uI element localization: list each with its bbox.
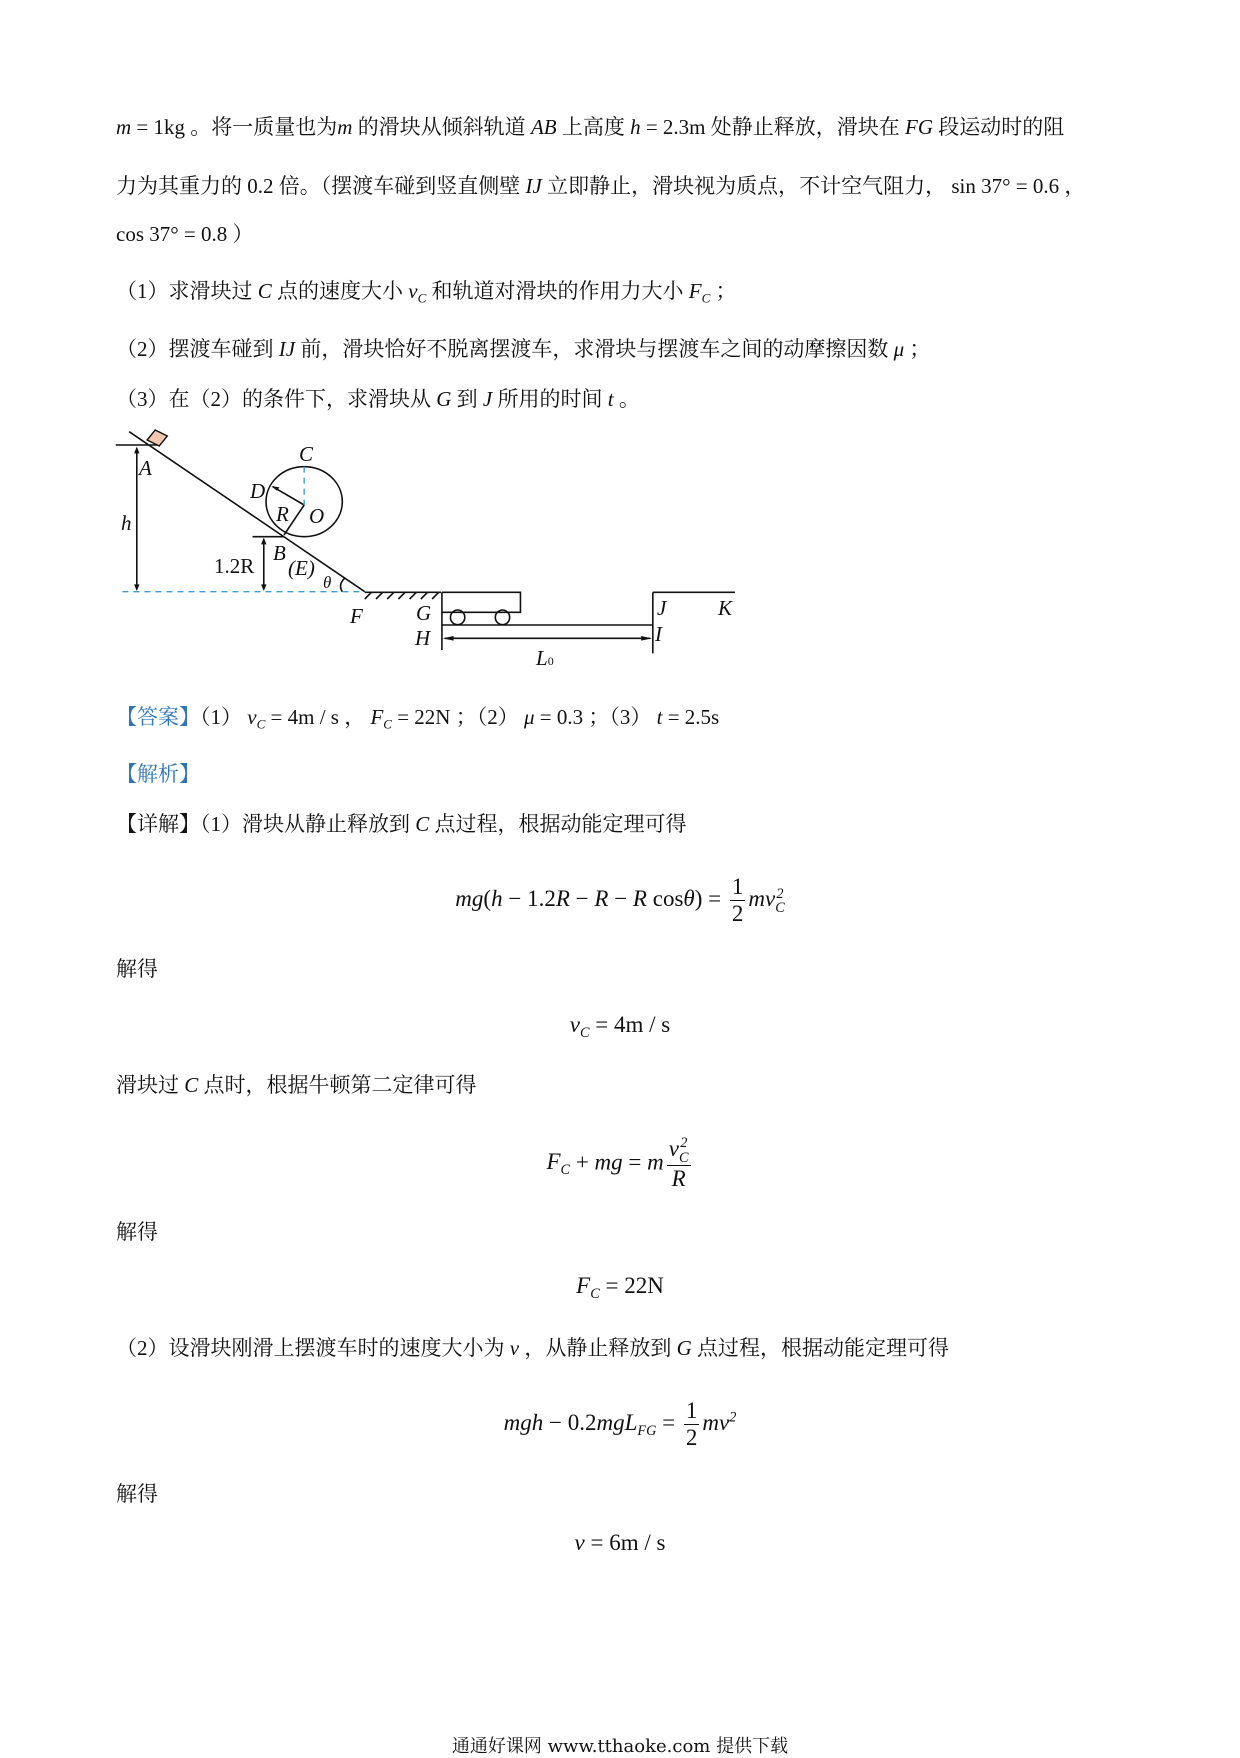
equation-v <box>0 1530 1240 1556</box>
text-segment <box>116 1336 510 1360</box>
arrowhead <box>261 584 266 591</box>
text-segment <box>543 1410 596 1435</box>
text-segment <box>492 387 608 411</box>
text-run: C <box>257 279 272 303</box>
text-run: v <box>247 705 257 729</box>
text-run: FG <box>905 115 934 139</box>
text-segment <box>265 705 370 729</box>
text-segment <box>337 115 352 139</box>
label-l0-main: L <box>536 646 548 670</box>
text-run: = 2.3m 处静止释放，滑块在 <box>640 115 906 139</box>
text-run: = <box>656 1410 681 1436</box>
text-segment <box>295 337 894 361</box>
text-segment <box>641 115 905 139</box>
text-segment <box>524 705 535 729</box>
text-segment <box>692 1336 949 1360</box>
text-segment <box>247 705 266 732</box>
subscript: C <box>256 716 266 732</box>
text-segment <box>436 387 451 411</box>
text-segment <box>200 705 247 729</box>
text-run: 解得 <box>116 1482 158 1506</box>
solve-label-2 <box>116 1218 158 1246</box>
text-run: mg <box>594 1149 623 1175</box>
text-run: （2）摆渡车碰到 <box>116 337 279 361</box>
sub-sup <box>679 1136 689 1165</box>
text-segment <box>904 337 930 361</box>
text-segment <box>662 705 719 729</box>
fraction <box>684 1398 700 1452</box>
text-segment <box>370 705 392 732</box>
question-3 <box>116 385 640 413</box>
text-segment <box>116 174 526 198</box>
text-run: 1 <box>685 1398 698 1423</box>
text-segment <box>672 1166 686 1191</box>
text-run: − 1.2 <box>502 886 556 912</box>
text-segment <box>569 1012 590 1041</box>
text-segment <box>585 1530 666 1555</box>
text-run: R <box>632 886 647 912</box>
text-run: mv <box>748 886 776 912</box>
text-run: v <box>668 1136 679 1161</box>
text-segment <box>483 886 491 911</box>
text-segment <box>451 387 483 411</box>
text-segment <box>519 1336 677 1360</box>
denominator <box>686 1425 698 1451</box>
text-run: mv <box>702 1410 730 1436</box>
text-run: = 22N ；（2） <box>391 705 524 729</box>
equation-fc <box>0 1273 1240 1303</box>
text-segment <box>688 279 711 306</box>
text-segment <box>647 886 683 911</box>
text-run: 2 <box>685 1425 698 1451</box>
text-run: − 0.2 <box>543 1410 597 1436</box>
text-run: IJ <box>525 174 542 198</box>
text-run: = <box>622 1149 648 1175</box>
physics-diagram <box>100 420 800 680</box>
text-run: = 22N <box>599 1273 664 1298</box>
label-1.2r: 1.2R <box>214 554 255 578</box>
text-run: 滑块过 <box>116 1073 185 1097</box>
label-k: K <box>718 596 733 620</box>
text-segment <box>116 812 415 836</box>
text-run: 【详解】（1）滑块从静止释放到 <box>116 812 416 836</box>
label-r: R <box>276 502 289 526</box>
text-run: C <box>184 1073 199 1097</box>
text-segment <box>116 279 258 303</box>
text-segment <box>683 886 694 911</box>
text-run: μ <box>893 337 905 361</box>
ferry-cart <box>442 592 521 612</box>
text-run: 力为其重力的 0.2 倍。（摆渡车碰到竖直侧壁 <box>116 174 526 198</box>
text-segment <box>623 1149 647 1174</box>
text-run: G <box>676 1336 692 1360</box>
fraction <box>667 1136 691 1192</box>
numerator <box>667 1136 691 1166</box>
equation-vc <box>0 1012 1240 1042</box>
text-segment <box>702 1410 736 1435</box>
label-j: J <box>657 596 667 620</box>
fraction <box>730 874 746 928</box>
text-segment <box>695 886 727 911</box>
text-run: v <box>408 279 418 303</box>
text-segment <box>576 1273 600 1302</box>
text-segment <box>116 222 253 246</box>
text-segment <box>570 886 594 911</box>
text-run: v <box>574 1530 585 1555</box>
text-segment <box>630 115 641 139</box>
text-run: h <box>491 886 503 912</box>
equation-newton <box>0 1136 1240 1192</box>
text-run: m <box>116 115 132 139</box>
text-segment <box>732 901 744 926</box>
text-segment <box>633 886 647 911</box>
text-run: 点过程，根据动能定理可得 <box>691 1336 949 1360</box>
text-run: = 4m / s ， <box>265 705 371 729</box>
text-run: 到 <box>451 387 483 411</box>
problem-line-1 <box>116 113 1064 141</box>
text-segment <box>408 279 427 306</box>
arrowhead <box>134 584 139 591</box>
text-segment <box>426 279 689 303</box>
text-segment <box>596 1410 657 1440</box>
text-run: ； <box>904 337 931 361</box>
arrowhead <box>443 636 454 641</box>
subscript: C <box>775 899 785 916</box>
subscript: C <box>580 1024 590 1041</box>
footer-source: 通通好课网 www.tthaoke.com 提供下载 <box>451 1736 789 1757</box>
arrowhead <box>641 636 652 641</box>
text-run: F <box>576 1273 591 1298</box>
label-b: B <box>273 541 286 565</box>
text-run: ； <box>710 279 737 303</box>
question-2 <box>116 335 930 363</box>
text-run: C <box>415 812 430 836</box>
ground-hatch <box>365 592 439 599</box>
text-run: 和轨道对滑块的作用力大小 <box>426 279 689 303</box>
equation-energy-c <box>0 874 1240 928</box>
text-segment <box>116 387 436 411</box>
text-run: 【答案】 <box>116 705 200 729</box>
slider-block <box>147 430 167 446</box>
subscript: C <box>417 290 427 306</box>
text-run: 【解析】 <box>116 762 200 786</box>
text-run: θ <box>683 886 695 912</box>
text-run: R <box>555 886 570 912</box>
label-e: (E) <box>288 556 315 580</box>
label-c: C <box>299 442 314 466</box>
text-segment <box>535 705 657 729</box>
subscript: C <box>701 290 711 306</box>
text-segment <box>116 705 200 729</box>
text-run: = 1kg 。将一质量也为 <box>131 115 338 139</box>
text-run: = 6m / s <box>584 1530 666 1555</box>
text-run: 点的速度大小 <box>271 279 409 303</box>
numerator <box>684 1398 700 1425</box>
text-run: R <box>671 1165 686 1191</box>
text-segment <box>546 1149 571 1179</box>
label-f: F <box>350 604 363 628</box>
text-segment <box>483 387 492 411</box>
text-segment <box>455 886 483 911</box>
text-run: 点时，根据牛顿第二定律可得 <box>198 1073 477 1097</box>
text-run: J <box>482 387 493 411</box>
text-segment <box>608 886 632 911</box>
text-segment <box>677 1336 692 1360</box>
superscript: 2 <box>680 1135 688 1152</box>
text-segment <box>686 1398 698 1423</box>
text-run: ( <box>483 886 492 912</box>
text-segment <box>686 1425 698 1450</box>
text-segment <box>272 279 409 303</box>
text-segment <box>504 1410 544 1435</box>
text-run: 。 <box>613 387 640 411</box>
text-run: F <box>546 1149 561 1175</box>
arrowhead <box>134 447 139 454</box>
text-segment <box>570 1149 594 1174</box>
label-o: O <box>309 504 325 528</box>
text-segment <box>668 1135 689 1166</box>
text-segment <box>258 279 272 303</box>
text-segment <box>352 115 531 139</box>
text-run: （1）求滑块过 <box>116 279 258 303</box>
text-segment <box>905 115 933 139</box>
text-run: − <box>608 886 633 912</box>
text-run: 前，滑块恰好不脱离摆渡车，求滑块与摆渡车之间的动摩擦因数 <box>295 337 894 361</box>
answer-line <box>116 703 719 739</box>
text-segment <box>710 279 736 303</box>
text-segment <box>531 115 557 139</box>
text-run: G <box>436 387 452 411</box>
superscript: 2 <box>776 885 784 902</box>
text-segment <box>557 115 631 139</box>
text-segment <box>429 812 686 836</box>
text-segment <box>510 1336 519 1360</box>
subscript: C <box>590 1285 600 1302</box>
text-run: 立即静止，滑块视为质点，不计空气阻力， sin 37° = 0.6 ， <box>541 174 1086 198</box>
problem-line-2 <box>116 172 1085 200</box>
text-segment <box>116 1482 158 1506</box>
label-d: D <box>250 479 266 503</box>
text-run: t <box>607 387 614 411</box>
label-g: G <box>416 601 432 625</box>
text-segment <box>131 115 337 139</box>
text-segment <box>503 886 556 911</box>
text-segment <box>116 1220 158 1244</box>
text-run: mgh <box>503 1410 544 1436</box>
text-segment <box>116 762 200 786</box>
text-run: mgL <box>596 1410 638 1436</box>
text-segment <box>542 174 1086 198</box>
text-run: ) = <box>694 886 727 912</box>
text-run: v <box>569 1012 580 1037</box>
text-segment <box>116 115 131 139</box>
equation-energy-g <box>0 1398 1240 1452</box>
problem-line-3 <box>116 220 253 248</box>
text-segment <box>647 1149 664 1174</box>
text-segment <box>594 886 608 911</box>
text-segment <box>600 1273 664 1298</box>
text-run: F <box>370 705 384 729</box>
text-run: 解得 <box>116 957 158 981</box>
subscript: C <box>560 1162 571 1179</box>
subscript: C <box>679 1149 689 1166</box>
text-run: 1 <box>731 874 744 899</box>
text-run: ，从静止释放到 <box>519 1336 677 1360</box>
text-run: h <box>630 115 641 139</box>
label-i: I <box>655 622 662 646</box>
text-run: 解得 <box>116 1220 158 1244</box>
text-run: 2 <box>731 901 744 927</box>
label-l0-sub: 0 <box>547 654 554 668</box>
text-segment <box>595 1149 623 1174</box>
text-run: cos <box>646 886 684 912</box>
text-segment <box>392 705 524 729</box>
text-segment <box>198 1073 476 1097</box>
detail-2 <box>116 1071 477 1099</box>
text-run: 段运动时的阻 <box>933 115 1065 139</box>
detail-1 <box>116 810 687 838</box>
denominator <box>732 901 744 927</box>
text-run: = 4m / s <box>589 1012 671 1037</box>
superscript: 2 <box>729 1409 737 1426</box>
solve-label-1 <box>116 955 158 983</box>
numerator <box>730 874 746 901</box>
text-run: v <box>509 1336 520 1360</box>
text-run: = 0.3 ；（3） <box>534 705 657 729</box>
text-segment <box>656 1410 680 1435</box>
text-run: （1） <box>200 705 248 729</box>
label-h: h <box>121 511 132 535</box>
detail-3 <box>116 1334 949 1362</box>
label-l0 <box>536 648 554 669</box>
sub-sup <box>775 887 785 916</box>
text-run: （2）设滑块刚滑上摆渡车时的速度大小为 <box>116 1336 510 1360</box>
text-segment <box>279 337 295 361</box>
text-run: 的滑块从倾斜轨道 <box>352 115 531 139</box>
text-segment <box>748 885 785 916</box>
text-segment <box>894 337 905 361</box>
text-run: m <box>337 115 353 139</box>
text-run: mg <box>455 886 484 912</box>
text-segment <box>575 1530 585 1555</box>
text-segment <box>415 812 429 836</box>
text-run: 点过程，根据动能定理可得 <box>429 812 687 836</box>
text-segment <box>933 115 1064 139</box>
label-theta: θ <box>323 573 332 592</box>
text-segment <box>526 174 542 198</box>
text-segment <box>116 957 158 981</box>
theta-arc <box>341 578 345 591</box>
text-run: μ <box>523 705 535 729</box>
text-run: IJ <box>278 337 296 361</box>
text-segment <box>732 874 744 899</box>
text-segment <box>491 886 503 911</box>
text-run: （3）在（2）的条件下，求滑块从 <box>116 387 437 411</box>
text-segment <box>116 1073 184 1097</box>
analysis-heading <box>116 760 200 788</box>
text-run: R <box>594 886 609 912</box>
text-segment <box>184 1073 198 1097</box>
text-segment <box>556 886 570 911</box>
text-run: 所用的时间 <box>492 387 608 411</box>
arrowhead <box>261 538 266 545</box>
text-segment <box>590 1012 671 1037</box>
text-run: m <box>647 1149 664 1175</box>
denominator <box>672 1166 686 1192</box>
text-segment <box>116 337 279 361</box>
solve-label-3 <box>116 1480 158 1508</box>
text-segment <box>614 387 640 411</box>
text-run: AB <box>530 115 557 139</box>
label-a: A <box>139 456 152 480</box>
text-run: F <box>688 279 702 303</box>
text-run: 上高度 <box>556 115 631 139</box>
subscript: C <box>383 716 392 732</box>
text-run: t <box>656 705 663 729</box>
subscript: FG <box>637 1423 657 1440</box>
label-h-point: H <box>415 626 431 650</box>
text-run: − <box>569 886 595 912</box>
question-1 <box>116 277 737 313</box>
text-run: + <box>570 1149 595 1175</box>
text-run: cos 37° = 0.8 ） <box>116 222 254 246</box>
text-run: = 2.5s <box>662 705 720 729</box>
